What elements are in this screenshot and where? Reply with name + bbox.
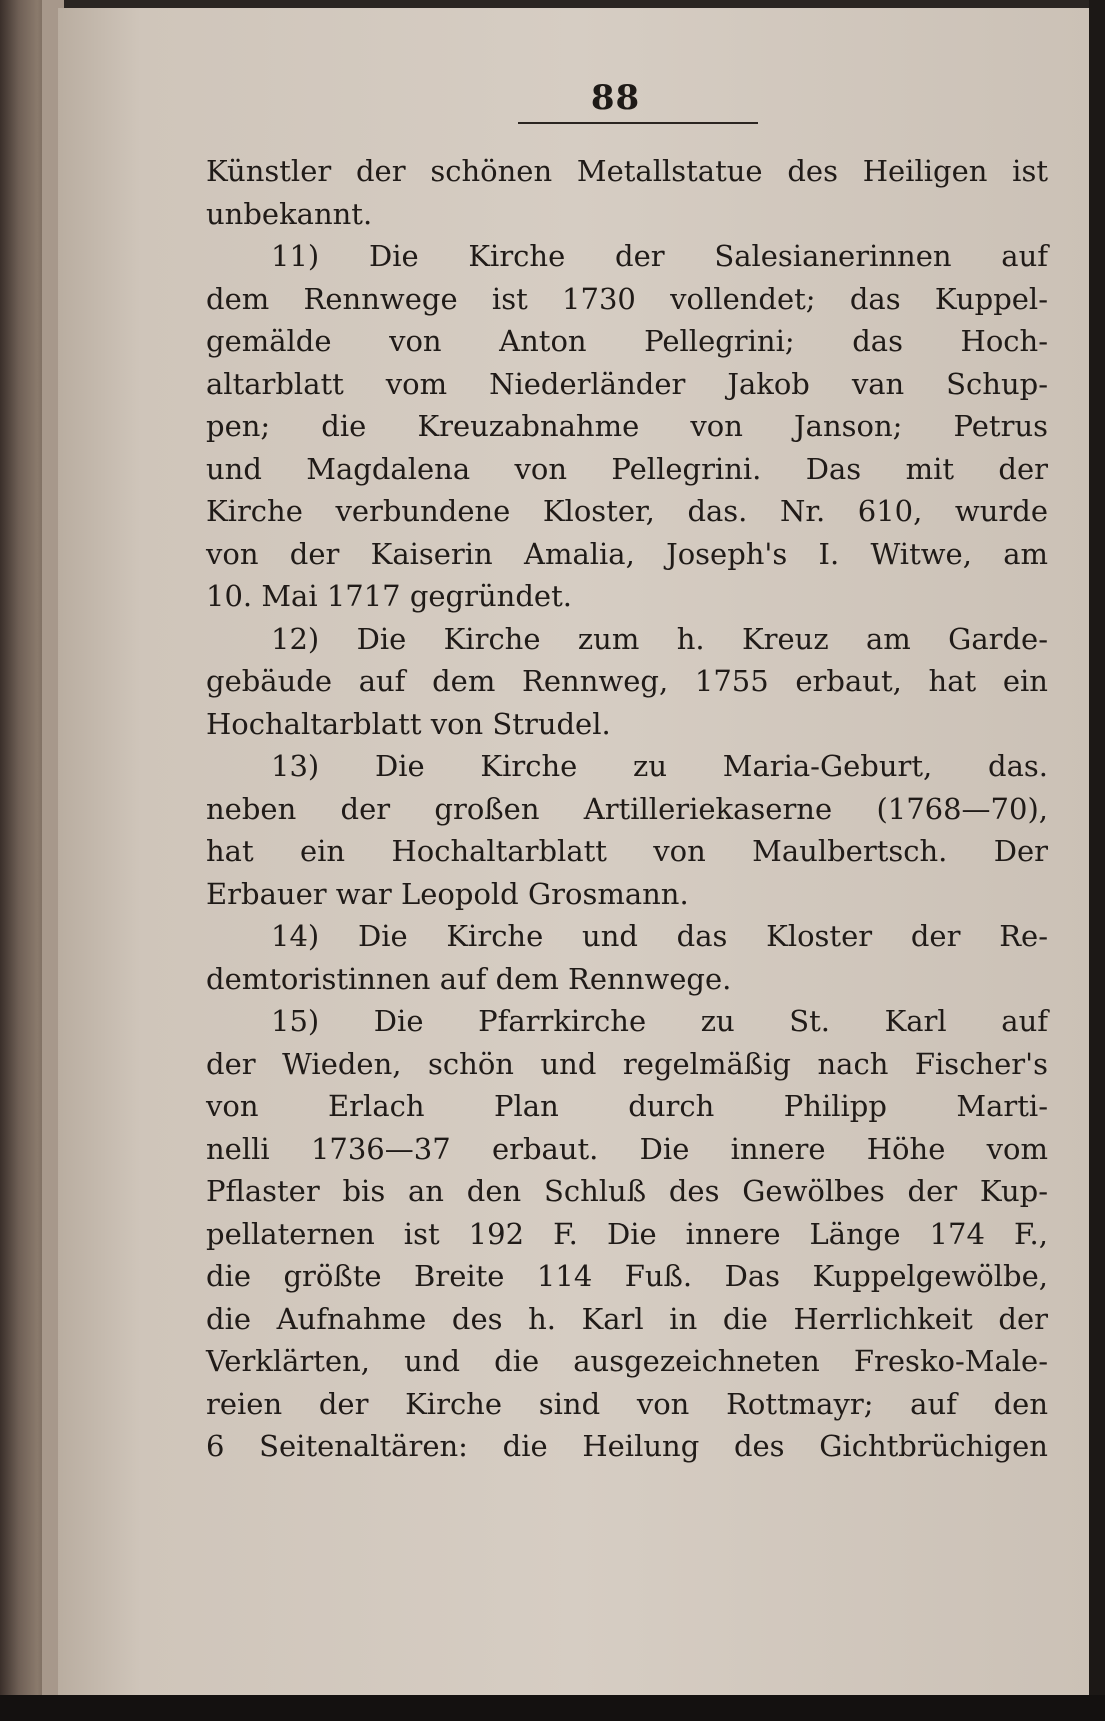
text-line: von Erlach Plan durch Philipp Marti- <box>206 1089 1048 1123</box>
text-line: 14) Die Kirche und das Kloster der Re- <box>271 919 1048 953</box>
text-line: die Aufnahme des h. Karl in die Herrlichkeit der <box>206 1301 1048 1336</box>
text-line: unbekannt. <box>206 196 373 231</box>
text-line: 12) Die Kirche zum h. Kreuz am Garde- <box>271 621 1048 656</box>
text-line: Erbauer war Leopold Grosmann. <box>206 876 689 911</box>
text-line: Hochaltarblatt von Strudel. <box>206 706 611 741</box>
text-line: Verklärten, und die ausgezeichneten Fresko-Male- <box>206 1344 1048 1378</box>
text-line: hat ein Hochaltarblatt von Maulbertsch. Der <box>206 834 1048 868</box>
text-line: reien der Kirche sind von Rottmayr; auf den <box>206 1386 1048 1421</box>
text-line: die größte Breite 114 Fuß. Das Kuppelgewölbe, <box>206 1259 1048 1293</box>
text-line: Pflaster bis an den Schluß des Gewölbes der Kup- <box>206 1174 1048 1208</box>
page-right-shadow <box>1089 0 1105 1721</box>
text-line: nelli 1736—37 erbaut. Die innere Höhe vom <box>206 1131 1048 1166</box>
text-line: demtoristinnen auf dem Rennwege. <box>206 961 732 996</box>
text-line: der Wieden, schön und regelmäßig nach Fischer's <box>206 1046 1048 1081</box>
text-line: 10. Mai 1717 gegründet. <box>206 579 572 613</box>
page-sheet <box>58 8 1093 1698</box>
text-line: gebäude auf dem Rennweg, 1755 erbaut, hat ein <box>206 664 1048 698</box>
text-line: 15) Die Pfarrkirche zu St. Karl auf <box>271 1004 1048 1038</box>
text-line: 6 Seitenaltären: die Heilung des Gichtbrüchigen <box>206 1429 1048 1463</box>
text-line: Kirche verbundene Kloster, das. Nr. 610, wurde <box>206 494 1048 528</box>
text-line: altarblatt vom Niederländer Jakob van Schup- <box>206 366 1048 401</box>
page-header <box>58 78 1093 118</box>
text-line: pellaternen ist 192 F. Die innere Länge 174 F., <box>206 1216 1048 1251</box>
header-rule <box>518 122 758 124</box>
text-line: pen; die Kreuzabnahme von Janson; Petrus <box>206 409 1048 443</box>
text-line: neben der großen Artilleriekaserne (1768—70), <box>206 791 1048 826</box>
text-line: dem Rennwege ist 1730 vollendet; das Kuppel- <box>206 281 1048 316</box>
body-text <box>206 150 1048 1468</box>
text-line: 13) Die Kirche zu Maria-Geburt, das. <box>271 749 1048 783</box>
scan-bottom-border <box>0 1695 1105 1721</box>
text-line: gemälde von Anton Pellegrini; das Hoch- <box>206 324 1048 358</box>
text-line: und Magdalena von Pellegrini. Das mit der <box>206 451 1048 486</box>
text-line: Künstler der schönen Metallstatue des Heiligen ist <box>206 154 1048 188</box>
page-number: 88 <box>590 78 641 118</box>
text-line: 11) Die Kirche der Salesianerinnen auf <box>271 239 1048 273</box>
text-line: von der Kaiserin Amalia, Joseph's I. Witwe, am <box>206 536 1048 571</box>
